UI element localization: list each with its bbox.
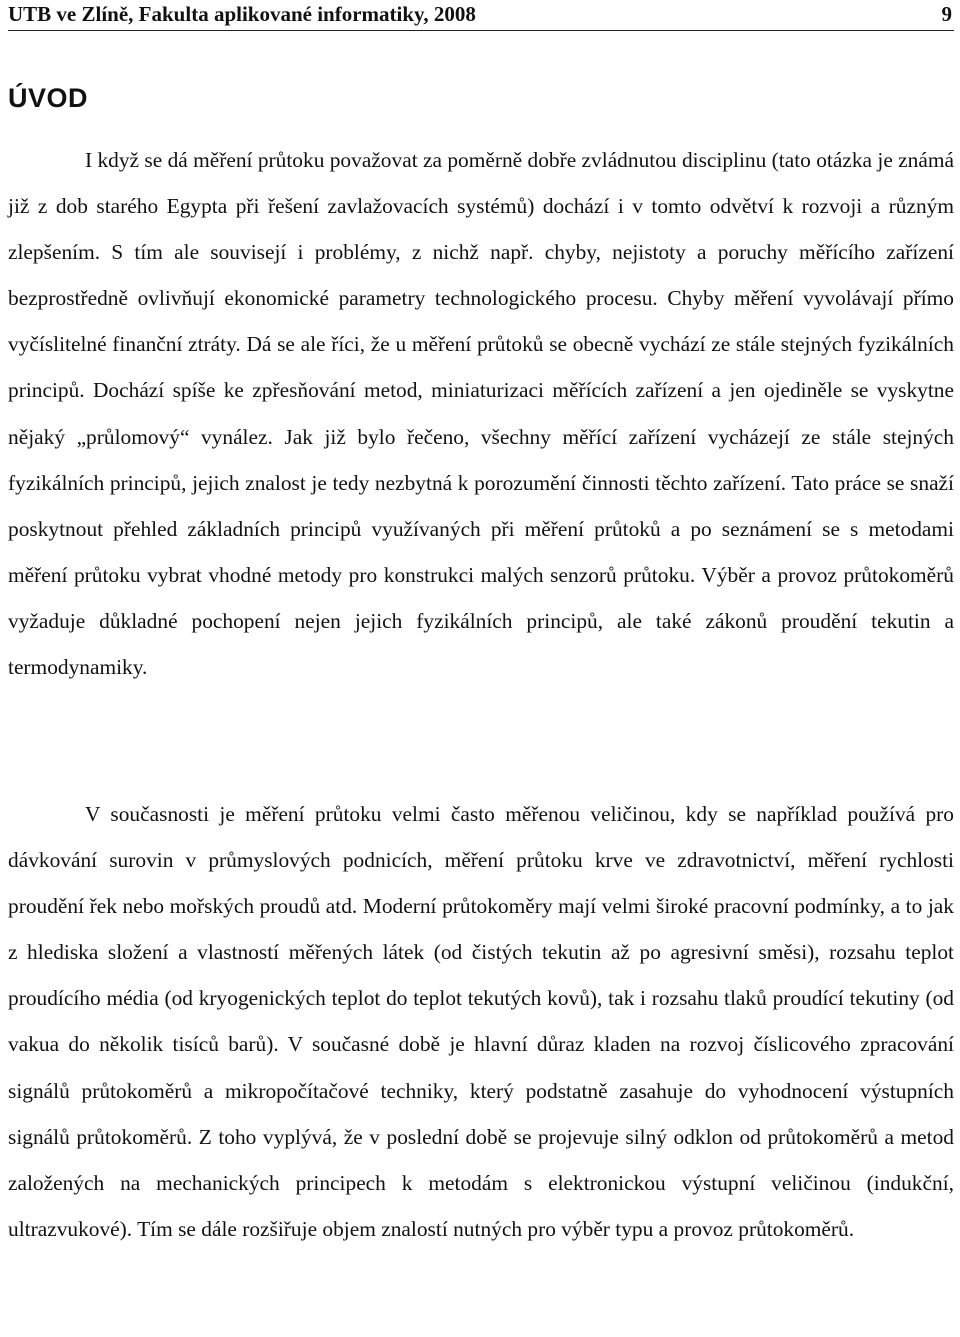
document-page <box>8 0 954 1337</box>
page-number: 9 <box>941 2 952 26</box>
paragraph-current-state: V současnosti je měření průtoku velmi často měřenou veličinou, kdy se například používá pro dávkování surovin v průmyslových podnicích, měření průtoku krve ve zdravotnictví, měření rychlosti proudění řek nebo mořských proudů atd. Moderní průtokoměry mají velmi široké pracovní podmínky, a to jak z hlediska složení a vlastností měřených látek (od čistých tekutin až po agresivní směsi), rozsahu teplot proudícího média (od kryogenických teplot do teplot tekutých kovů), tak i rozsahu tlaků proudící tekutiny (od vakua do několik tisíců barů). V současné době je hlavní důraz kladen na rozvoj číslicového zpracování signálů průtokoměrů a mikropočítačové techniky, který podstatně zasahuje do vyhodnocení výstupních signálů průtokoměrů. Z toho vyplývá, že v poslední době se projevuje silný odklon od průtokoměrů a metod založených na mechanických principech k metodám s elektronickou výstupní veličinou (indukční, ultrazvukové). Tím se dále rozšiřuje objem znalostí nutných pro výběr typu a provoz průtokoměrů. <box>8 802 954 1241</box>
page-header <box>8 0 954 31</box>
section-title: ÚVOD <box>8 83 89 113</box>
header-title: UTB ve Zlíně, Fakulta aplikované informatiky, 2008 <box>8 2 476 26</box>
paragraph-introduction: I když se dá měření průtoku považovat za poměrně dobře zvládnutou disciplinu (tato otázka je známá již z dob starého Egypta při řešení zavlažovacích systémů) dochází i v tomto odvětví k rozvoji a různým zlepšením. S tím ale souvisejí i problémy, z nichž např. chyby, nejistoty a poruchy měřícího zařízení bezprostředně ovlivňují ekonomické parametry technologického procesu. Chyby měření vyvolávají přímo vyčíslitelné finanční ztráty. Dá se ale říci, že u měření průtoků se obecně vychází ze stále stejných fyzikálních principů. Dochází spíše ke zpřesňování metod, miniaturizaci měřících zařízení a jen ojediněle se vyskytne nějaký „průlomový“ vynález. Jak již bylo řečeno, všechny měřící zařízení vycházejí ze stále stejných fyzikálních principů, jejich znalost je tedy nezbytná k porozumění činnosti těchto zařízení. Tato práce se snaží poskytnout přehled základních principů využívaných při měření průtoků a po seznámení se s metodami měření průtoku vybrat vhodné metody pro konstrukci malých senzorů průtoku. Výběr a provoz průtokoměrů vyžaduje důkladné pochopení nejen jejich fyzikálních principů, ale také zákonů proudění tekutin a termodynamiky. <box>8 148 954 680</box>
